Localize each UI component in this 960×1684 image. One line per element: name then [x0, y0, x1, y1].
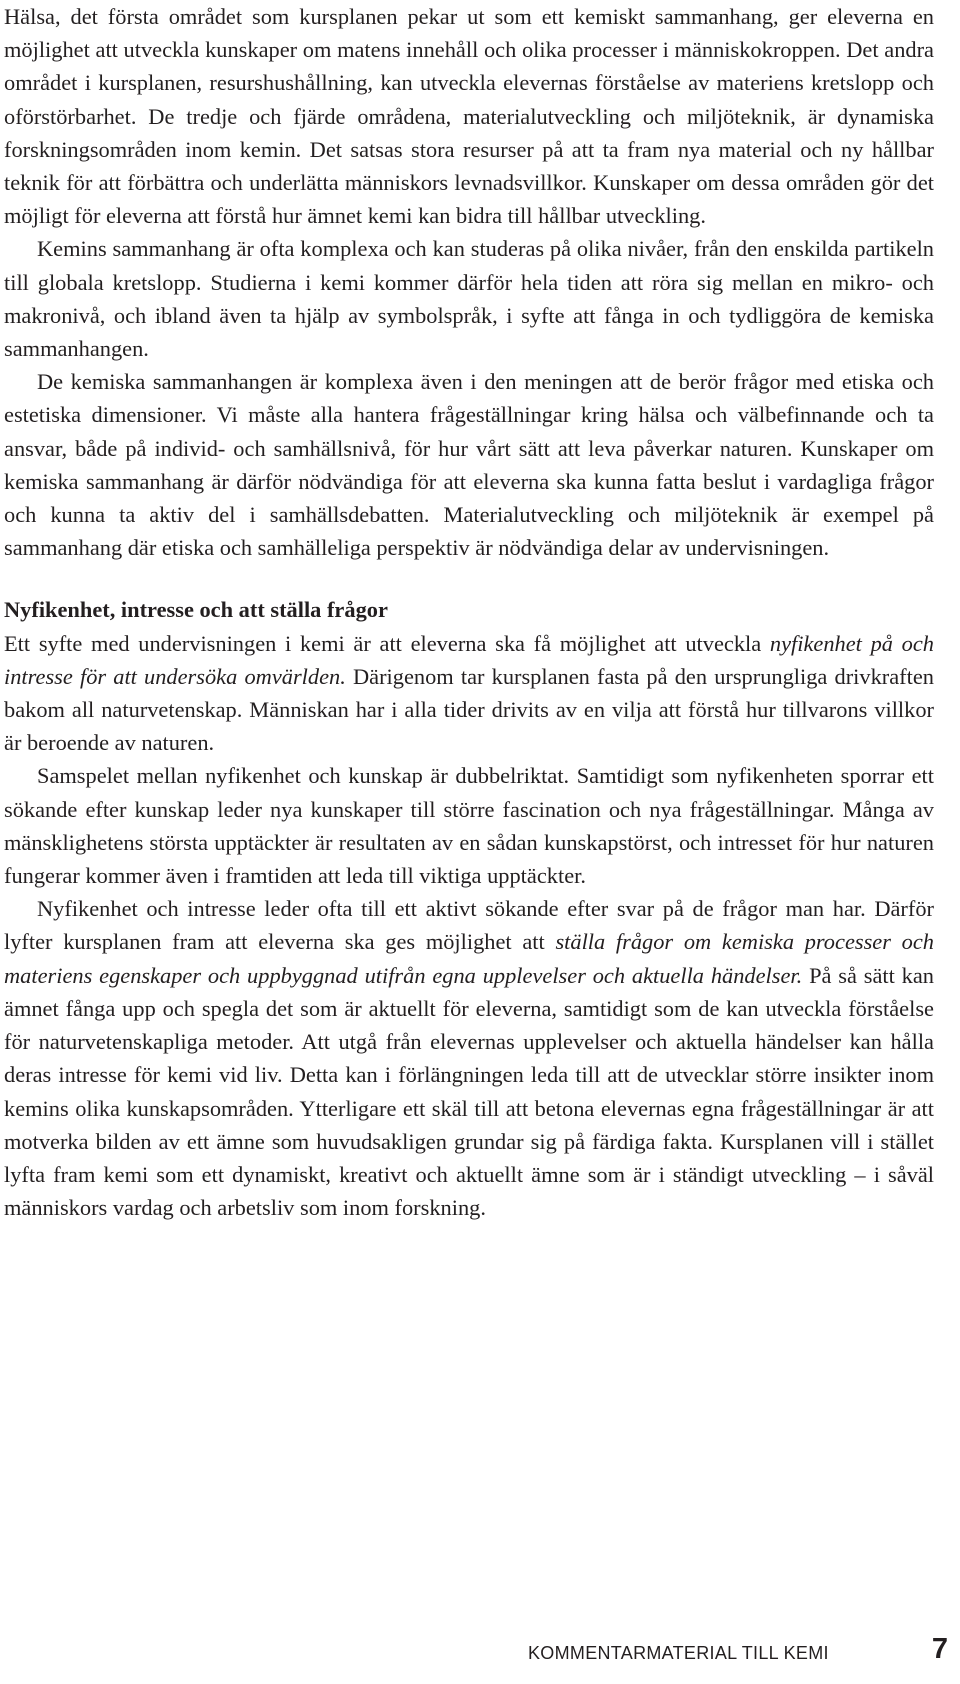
page-footer: [528, 1633, 948, 1673]
paragraph-curiosity-aim-text-b: Därigenom tar kursplanen fasta på den ursprungliga drivkraften bakom all naturvetenskap. Människan har i alla tider drivits av en vilja att förstå hur tillvarons villkor är beroende av naturen.: [4, 663, 934, 756]
paragraph-asking-questions-text-b: På så sätt kan ämnet fånga upp och spegla det som är aktuellt för eleverna, samtidigt som de kan utveckla förståelse för naturvetenskapliga metoder. Att utgå från elevernas upplevelser och aktuella händelser kan hålla deras intresse för kemi vid liv. Detta kan i förlängningen leda till att de utvecklar större insikter inom kemins olika kunskapsområden. Ytterligare ett skäl till att betona elevernas egna frågeställningar är att motverka bilden av ett ämne som huvudsakligen grundar sig på färdiga fakta. Kursplanen vill i stället lyfta fram kemi som ett dynamiskt, kreativt och aktuellt ämne som är i ständigt utveckling – i såväl människors vardag och arbetsliv som inom forskning.: [4, 962, 934, 1221]
page-number: 7: [931, 1633, 948, 1665]
paragraph-asking-questions-emphasis: ställa frågor om kemiska processer och materiens egenskaper och uppbyggnad utifrån egna upplevelser och aktuella händelser.: [4, 929, 934, 988]
paragraph-interplay: Samspelet mellan nyfikenhet och kunskap är dubbelriktat. Samtidigt som nyfikenheten sporrar ett sökande efter kunskap leder nya kunskaper till större fascination och nya frågeställningar. Många av mänsklighetens största upptäckter är resultaten av en sådan kunskapstörst, och intresset för hur naturen fungerar kommer även i framtiden att leda till viktiga upptäckter.: [4, 763, 934, 889]
paragraph-curiosity-aim: [4, 627, 934, 760]
footer-label: KOMMENTARMATERIAL TILL KEMI: [528, 1643, 829, 1663]
paragraph-curiosity-aim-text-a: Ett syfte med undervisningen i kemi är att eleverna ska få möjlighet att utveckla: [4, 630, 770, 656]
paragraph-ethics: De kemiska sammanhangen är komplexa även i den meningen att de berör frågor med etiska och estetiska dimensioner. Vi måste alla hantera frågeställningar kring hälsa och välbefinnande och ta ansvar, både på individ- och samhällsnivå, för hur vårt sätt att leva påverkar naturen. Kunskaper om kemiska sammanhang är därför nödvändiga för att eleverna ska kunna fatta beslut i vardagliga frågor och kunna ta aktiv del i samhällsdebatten. Materialutveckling och miljöteknik är exempel på sammanhang där etiska och samhälleliga perspektiv är nödvändiga delar av undervisningen.: [4, 369, 934, 561]
paragraph-curiosity-aim-emphasis: nyfikenhet på och intresse för att undersöka omvärlden.: [4, 630, 935, 689]
paragraph-complexity-levels: Kemins sammanhang är ofta komplexa och kan studeras på olika nivåer, från den enskilda partikeln till globala kretslopp. Studierna i kemi kommer därför hela tiden att röra sig mellan en mikro- och makronivå, och ibland även ta hjälp av symbolspråk, i syfte att fånga in och tydliggöra de kemiska sammanhangen.: [4, 236, 934, 362]
section-heading: Nyfikenhet, intresse och att ställa frågor: [4, 597, 388, 623]
document-body: [4, 0, 934, 1224]
paragraph-health-areas: Hälsa, det första området som kursplanen pekar ut som ett kemiskt sammanhang, ger eleverna en möjlighet att utveckla kunskaper om matens innehåll och olika processer i människokroppen. Det andra området i kursplanen, resurshushållning, kan utveckla elevernas förståelse av materiens kretslopp och oförstörbarhet. De tredje och fjärde områdena, materialutveckling och miljöteknik, är dynamiska forskningsområden inom kemin. Det satsas stora resurser på att ta fram nya material och ny hållbar teknik för att förbättra och underlätta människors levnadsvillkor. Kunskaper om dessa områden gör det möjligt för eleverna att förstå hur ämnet kemi kan bidra till hållbar utveckling.: [4, 4, 934, 229]
paragraph-asking-questions: [4, 892, 934, 1224]
paragraph-asking-questions-text-a: Nyfikenhet och intresse leder ofta till ett aktivt sökande efter svar på de frågor man har. Därför lyfter kursplanen fram att eleverna ska ges möjlighet att: [4, 896, 934, 955]
